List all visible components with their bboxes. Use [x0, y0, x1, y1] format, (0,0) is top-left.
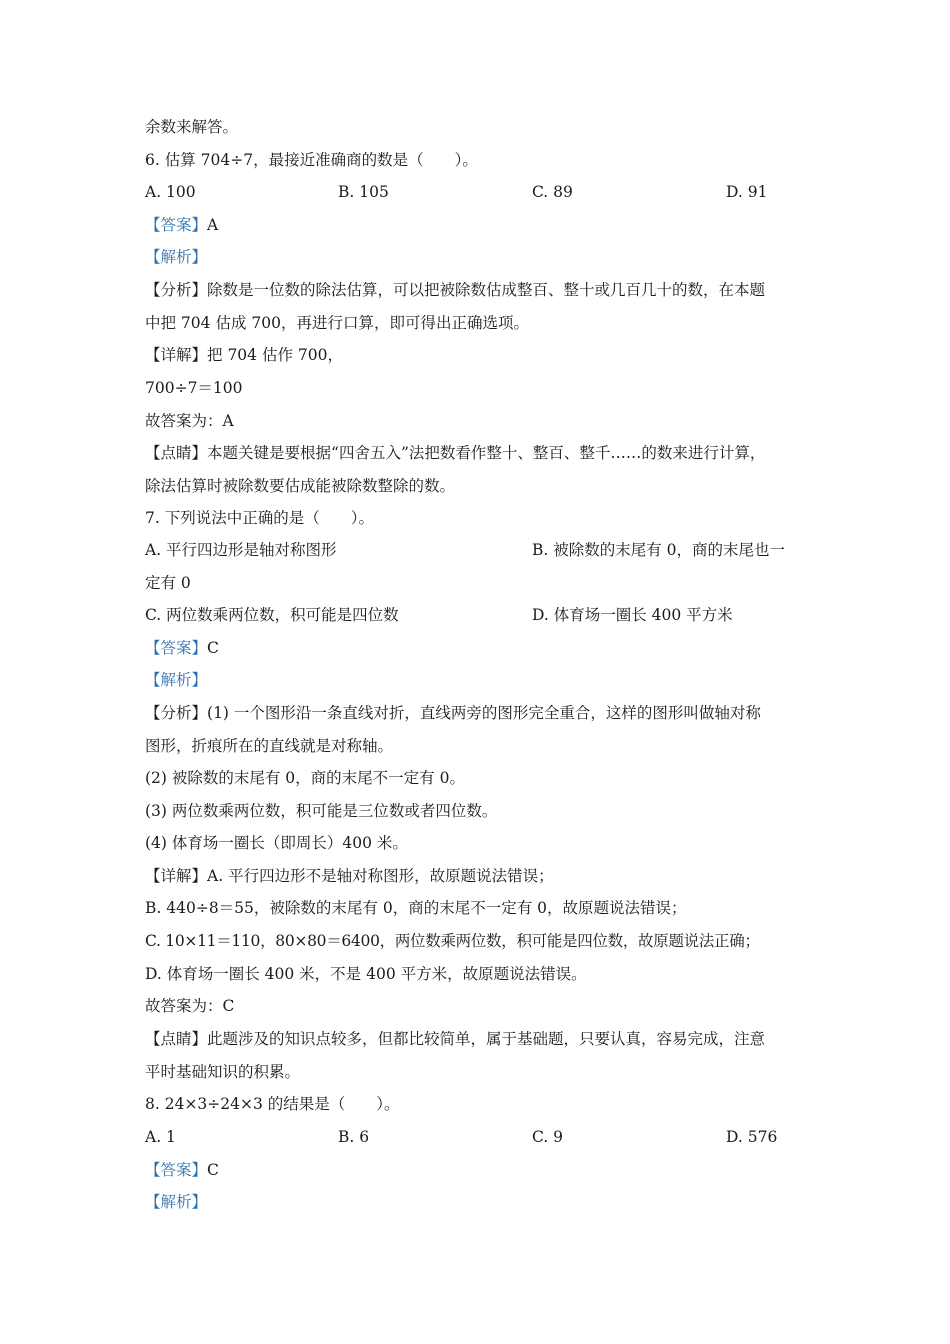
q8-answer-line	[145, 1160, 219, 1180]
q6-conclusion: 故答案为：A	[145, 412, 234, 430]
q7-fenxi-line-4: (3) 两位数乘两位数，积可能是三位数或者四位数。	[145, 802, 498, 820]
answer-tag: 【答案】	[145, 1161, 208, 1179]
q7-dianjing-line-1	[145, 1029, 765, 1049]
q8-option-a: A. 1	[145, 1128, 176, 1146]
q6-fenxi-text-1: 除数是一位数的除法估算，可以把被除数估成整百、整十或几百几十的数，在本题	[207, 281, 766, 299]
q6-analysis-tag: 【解析】	[145, 248, 208, 266]
q8-option-c: C. 9	[532, 1128, 564, 1146]
q7-xiangjie-line-2: B. 440÷8＝55，被除数的末尾有 0，商的末尾不一定有 0，故原题说法错误；	[145, 899, 687, 917]
q6-option-b: B. 105	[338, 183, 389, 201]
q6-dianjing-text-1: 本题关键是要根据“四舍五入”法把数看作整十、整百、整千……的数来进行计算，	[207, 444, 766, 462]
q7-question: 7. 下列说法中正确的是（ ）。	[145, 509, 374, 527]
q6-answer: A	[207, 216, 219, 234]
dianjing-tag: 【点睛】	[145, 1030, 208, 1048]
q7-conclusion: 故答案为：C	[145, 997, 235, 1015]
q8-question: 8. 24×3÷24×3 的结果是（ ）。	[145, 1095, 400, 1113]
answer-tag: 【答案】	[145, 639, 208, 657]
q7-fenxi-line-2: 图形，折痕所在的直线就是对称轴。	[145, 737, 394, 755]
xiangjie-tag: 【详解】	[145, 867, 208, 885]
q7-option-d: D. 体育场一圈长 400 平方米	[532, 606, 733, 624]
q7-answer-line	[145, 638, 219, 658]
q7-analysis-tag: 【解析】	[145, 671, 208, 689]
q7-option-b-cont: 定有 0	[145, 574, 191, 592]
q7-dianjing-text-1: 此题涉及的知识点较多，但都比较简单，属于基础题，只要认真，容易完成，注意	[207, 1030, 766, 1048]
q6-option-c: C. 89	[532, 183, 573, 201]
fenxi-tag: 【分析】	[145, 704, 208, 722]
q7-fenxi-line-1	[145, 703, 761, 723]
q7-fenxi-text-1: (1) 一个图形沿一条直线对折，直线两旁的图形完全重合，这样的图形叫做轴对称	[207, 704, 761, 722]
q8-answer: C	[207, 1161, 219, 1179]
dianjing-tag: 【点睛】	[145, 444, 208, 462]
q7-answer: C	[207, 639, 219, 657]
q6-answer-line	[145, 215, 218, 235]
q7-dianjing-line-2: 平时基础知识的积累。	[145, 1063, 301, 1081]
q6-dianjing-line-2: 除法估算时被除数要估成能被除数整除的数。	[145, 477, 456, 495]
q6-option-d: D. 91	[726, 183, 768, 201]
q7-xiangjie-line-4: D. 体育场一圈长 400 米，不是 400 平方米，故原题说法错误。	[145, 965, 587, 983]
q6-question: 6. 估算 704÷7，最接近准确商的数是（ ）。	[145, 151, 478, 169]
q7-xiangjie-line-1	[145, 866, 554, 886]
q8-analysis-tag: 【解析】	[145, 1193, 208, 1211]
q6-option-a: A. 100	[145, 183, 196, 201]
q7-fenxi-line-5: (4) 体育场一圈长（即周长）400 米。	[145, 834, 408, 852]
q7-option-c: C. 两位数乘两位数，积可能是四位数	[145, 606, 399, 624]
q8-option-d: D. 576	[726, 1128, 778, 1146]
q7-option-b: B. 被除数的末尾有 0，商的末尾也一	[532, 541, 786, 559]
q7-fenxi-line-3: (2) 被除数的末尾有 0，商的末尾不一定有 0。	[145, 769, 465, 787]
q6-fenxi-line-1	[145, 280, 765, 300]
q7-xiangjie-line-3: C. 10×11＝110，80×80＝6400，两位数乘两位数，积可能是四位数，故原题说法正确；	[145, 932, 760, 950]
xiangjie-tag: 【详解】	[145, 346, 208, 364]
q6-xiangjie-line-1	[145, 345, 343, 365]
q6-fenxi-line-2: 中把 704 估成 700，再进行口算，即可得出正确选项。	[145, 314, 529, 332]
q6-xiangjie-text-1: 把 704 估作 700，	[207, 346, 343, 364]
q5-tail-text: 余数来解答。	[145, 118, 239, 136]
q7-option-a: A. 平行四边形是轴对称图形	[145, 541, 337, 559]
fenxi-tag: 【分析】	[145, 281, 208, 299]
q8-option-b: B. 6	[338, 1128, 370, 1146]
q6-xiangjie-line-2: 700÷7＝100	[145, 379, 243, 397]
q6-dianjing-line-1	[145, 443, 765, 463]
q7-xiangjie-text-1: A. 平行四边形不是轴对称图形，故原题说法错误；	[207, 867, 554, 885]
answer-tag: 【答案】	[145, 216, 208, 234]
